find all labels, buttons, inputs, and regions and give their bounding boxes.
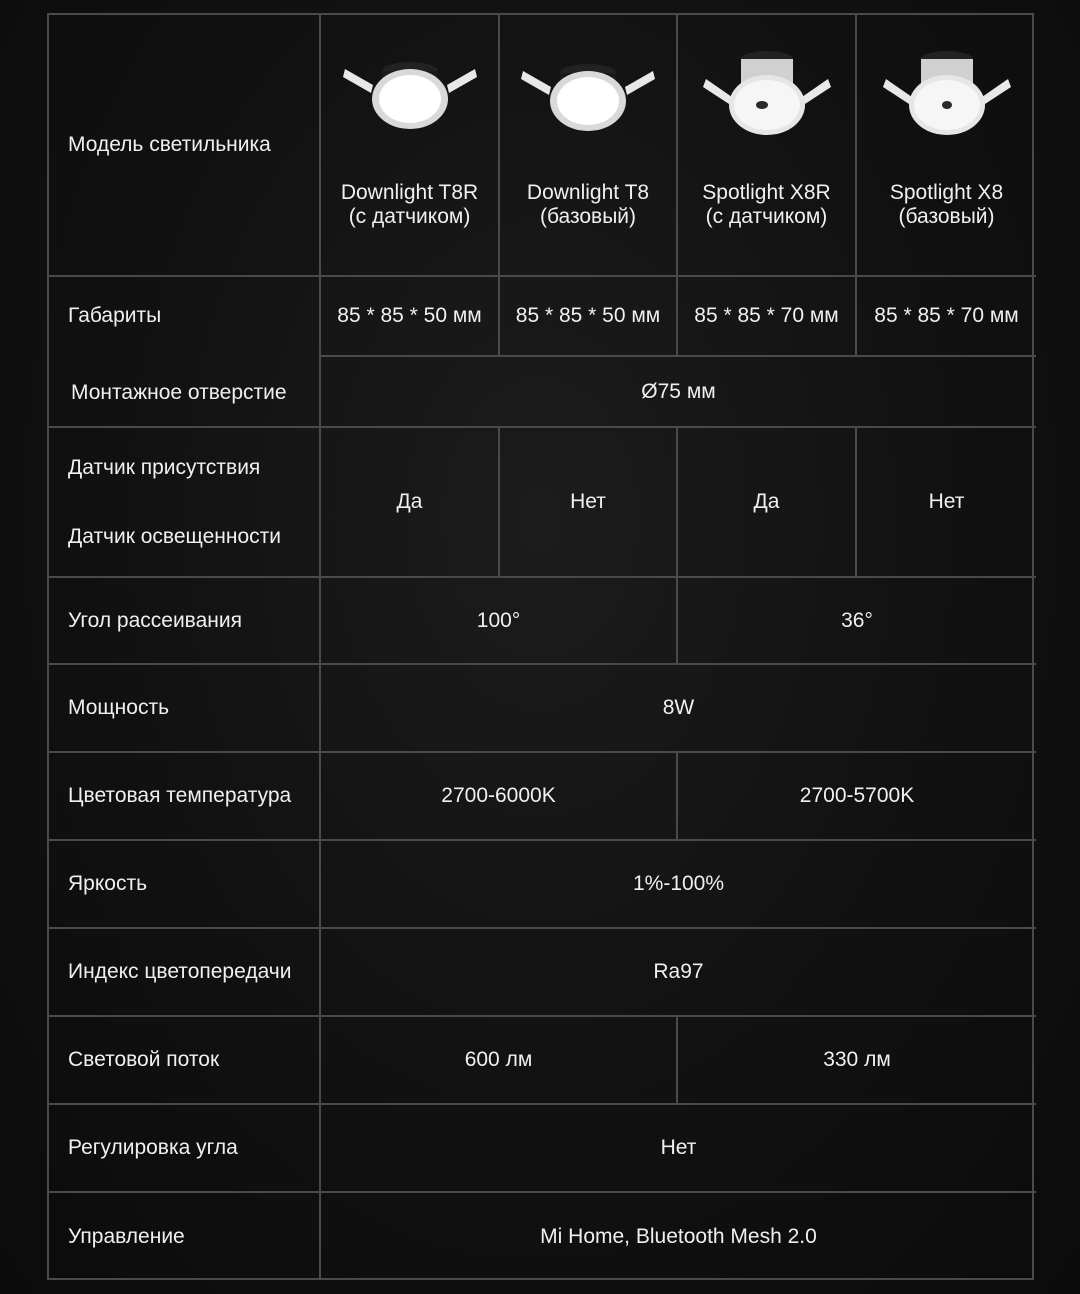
- model-downlight-t8r: Downlight T8R (с датчиком): [321, 15, 500, 277]
- beam-value: 36°: [678, 578, 1036, 665]
- spotlight-sensor-icon: [692, 41, 842, 141]
- light-sensor-label: Датчик освещенности: [68, 525, 281, 548]
- dimensions-value: 85 * 85 * 70 мм: [678, 277, 857, 357]
- power-value: 8W: [321, 665, 1036, 753]
- flux-label: Световой поток: [49, 1017, 321, 1105]
- presence-sensor-label: Датчик присутствия: [68, 455, 261, 479]
- tilt-value: Нет: [321, 1105, 1036, 1193]
- model-spotlight-x8r: Spotlight X8R (с датчиком): [678, 15, 857, 277]
- dimensions-label: Габариты: [68, 304, 162, 327]
- sensor-value: Да: [321, 428, 500, 578]
- cct-value: 2700-6000K: [321, 753, 678, 841]
- sensor-value: Нет: [500, 428, 678, 578]
- cct-label: Цветовая температура: [49, 753, 321, 841]
- brightness-value: 1%-100%: [321, 841, 1036, 929]
- cri-label: Индекс цветопередачи: [49, 929, 321, 1017]
- sensors-labels: [49, 428, 321, 578]
- cri-value: Ra97: [321, 929, 1036, 1017]
- beam-value: 100°: [321, 578, 678, 665]
- flux-value: 330 лм: [678, 1017, 1036, 1105]
- sensor-value: Да: [678, 428, 857, 578]
- power-label: Мощность: [49, 665, 321, 753]
- cct-value: 2700-5700K: [678, 753, 1036, 841]
- downlight-sensor-icon: [335, 41, 485, 141]
- spotlight-basic-icon: [872, 41, 1022, 141]
- model-downlight-t8: Downlight T8 (базовый): [500, 15, 678, 277]
- spec-table: [47, 13, 1034, 1280]
- dimensions-value: 85 * 85 * 70 мм: [857, 277, 1036, 357]
- control-label: Управление: [49, 1193, 321, 1280]
- beam-label: Угол рассеивания: [49, 578, 321, 665]
- model-spotlight-x8: Spotlight X8 (базовый): [857, 15, 1036, 277]
- brightness-label: Яркость: [49, 841, 321, 929]
- cutout-value: Ø75 мм: [321, 357, 1036, 428]
- cutout-label: Монтажное отверстие: [71, 381, 287, 405]
- tilt-label: Регулировка угла: [49, 1105, 321, 1193]
- header-label: Модель светильника: [49, 15, 321, 277]
- control-value: Mi Home, Bluetooth Mesh 2.0: [540, 1224, 817, 1248]
- downlight-basic-icon: [513, 41, 663, 141]
- dimensions-cutout-labels: [49, 277, 321, 428]
- sensor-value: Нет: [857, 428, 1036, 578]
- flux-value: 600 лм: [321, 1017, 678, 1105]
- dimensions-value: 85 * 85 * 50 мм: [321, 277, 500, 357]
- dimensions-value: 85 * 85 * 50 мм: [500, 277, 678, 357]
